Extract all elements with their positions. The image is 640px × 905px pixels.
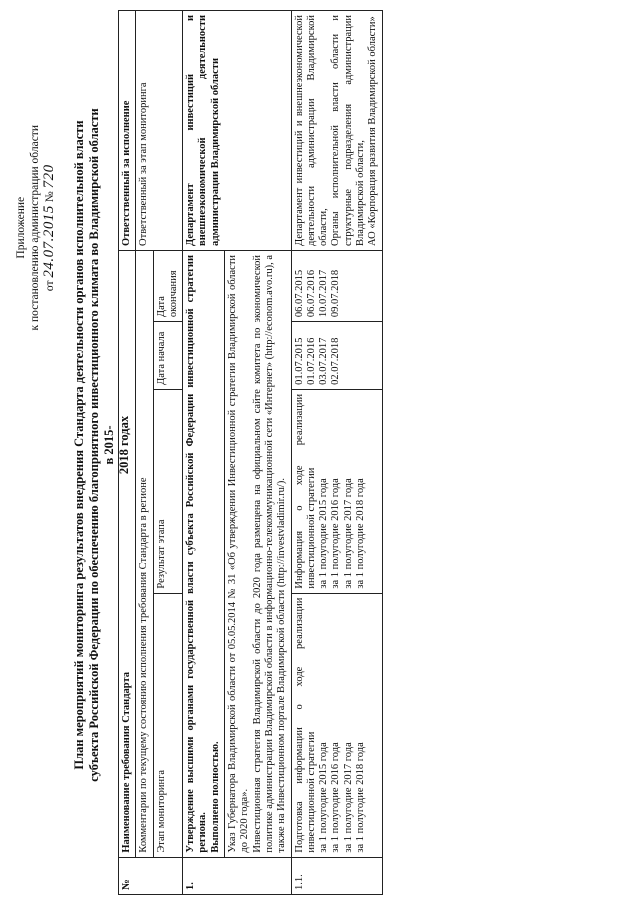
end-date: 06.07.2016 — [305, 269, 317, 318]
list-item: за 1 полугодие 2016 года — [330, 742, 342, 853]
list-item: Подготовка информации о ходе реализации инвестиционной стратегии — [293, 597, 317, 853]
list-item: за 1 полугодие 2017 года — [342, 742, 354, 853]
header-result: Результат этапа — [153, 389, 183, 593]
annex-date: 24.07.2015 — [41, 205, 57, 278]
start-date: 01.07.2015 — [293, 337, 305, 385]
start-date: 01.07.2016 — [305, 337, 317, 385]
row11-result-cell — [291, 389, 382, 593]
row11-responsible-cell — [291, 11, 382, 251]
header-row-requirement — [119, 11, 136, 895]
end-date: 06.07.2015 — [293, 269, 305, 318]
row1-comment-cell — [225, 250, 291, 857]
list-item: Информация о ходе реализации инвестиционной стратегии — [293, 393, 317, 589]
list-item: за 1 полугодие 2016 года — [330, 478, 342, 589]
row11-end-dates — [291, 250, 382, 321]
row1-requirement-cell — [183, 250, 225, 857]
row11-start-dates — [291, 322, 382, 390]
annex-date-line — [42, 125, 57, 330]
list-item: Органы исполнительной власти области и структурные подразделения администрации Владимирской области, — [330, 15, 367, 246]
header-responsible: Ответственный за исполнение — [119, 11, 136, 251]
title-line-2: субъекта Российской Федерации по обеспечению благоприятного инвестиционного климата во Владимирской области в 2015- — [87, 108, 116, 782]
table-row — [291, 11, 382, 895]
row1-comment-publication: Инвестиционная стратегия Владимирской области до 2020 года размещена на официальном сайте комитета по экономической политике администрации Владимирской области в информационно-телекоммуникационной сети «Интернет» (http://econom.avo.ru), а также на Инвестиционном портале Владимирской области (http://investvladimir.ru/). — [251, 254, 288, 853]
header-end-date: Дата окончания — [153, 250, 183, 321]
annex-resolution: к постановлению администрации области — [29, 125, 41, 331]
annex-label: Приложение — [15, 196, 27, 259]
monitoring-plan-table — [118, 10, 383, 895]
row1-responsible: Департамент инвестиций и внешнеэкономической деятельности администрации Владимирской области — [183, 11, 291, 251]
end-date: 09.07.2018 — [330, 269, 342, 318]
row11-number: 1.1. — [291, 857, 382, 894]
table-row — [183, 11, 225, 895]
row1-comment-decree: Указ Губернатора Владимирской области от 05.05.2014 № 31 «Об утверждении Инвестиционной стратегии Владимирской области до 2020 года». — [227, 254, 251, 853]
annex-date-prefix: от — [44, 280, 56, 292]
header-row-comment — [136, 11, 153, 895]
list-item: за 1 полугодие 2015 года — [318, 742, 330, 853]
start-date: 02.07.2018 — [330, 337, 342, 385]
header-stage: Этап мониторинга — [153, 593, 183, 857]
list-item: за 1 полугодие 2018 года — [355, 742, 367, 853]
annex-number-prefix: № — [44, 191, 56, 203]
list-item: Департамент инвестиций и внешнеэкономической деятельности администрации Владимирской области, — [293, 15, 330, 246]
header-number: № — [119, 857, 183, 894]
start-date: 03.07.2017 — [318, 337, 330, 385]
end-date: 10.07.2017 — [318, 269, 330, 318]
annex-header — [14, 125, 57, 330]
header-requirement: Наименование требования Стандарта — [119, 250, 136, 857]
list-item: за 1 полугодие 2018 года — [355, 478, 367, 589]
header-comment: Комментарии по текущему состоянию исполнения требования Стандарта в регионе — [136, 250, 153, 857]
row11-stage-cell — [291, 593, 382, 857]
row1-status: Выполнено полностью. — [209, 741, 221, 853]
row1-number: 1. — [183, 857, 291, 894]
header-start-date: Дата начала — [153, 322, 183, 390]
title-line-3: 2018 годах — [117, 415, 131, 475]
title-line-1: План мероприятий мониторинга результатов внедрения Стандарта деятельности органов исполнительной власти — [72, 120, 86, 770]
row1-requirement: Утверждение высшими органами государственной власти субъекта Российской Федерации инвестиционной стратегии региона. — [185, 254, 209, 853]
header-stage-responsible: Ответственный за этап мониторинга — [136, 11, 183, 251]
annex-number: 720 — [41, 164, 57, 189]
list-item: АО «Корпорация развития Владимирской области» — [367, 16, 379, 246]
list-item: за 1 полугодие 2015 года — [318, 478, 330, 589]
list-item: за 1 полугодие 2017 года — [342, 478, 354, 589]
